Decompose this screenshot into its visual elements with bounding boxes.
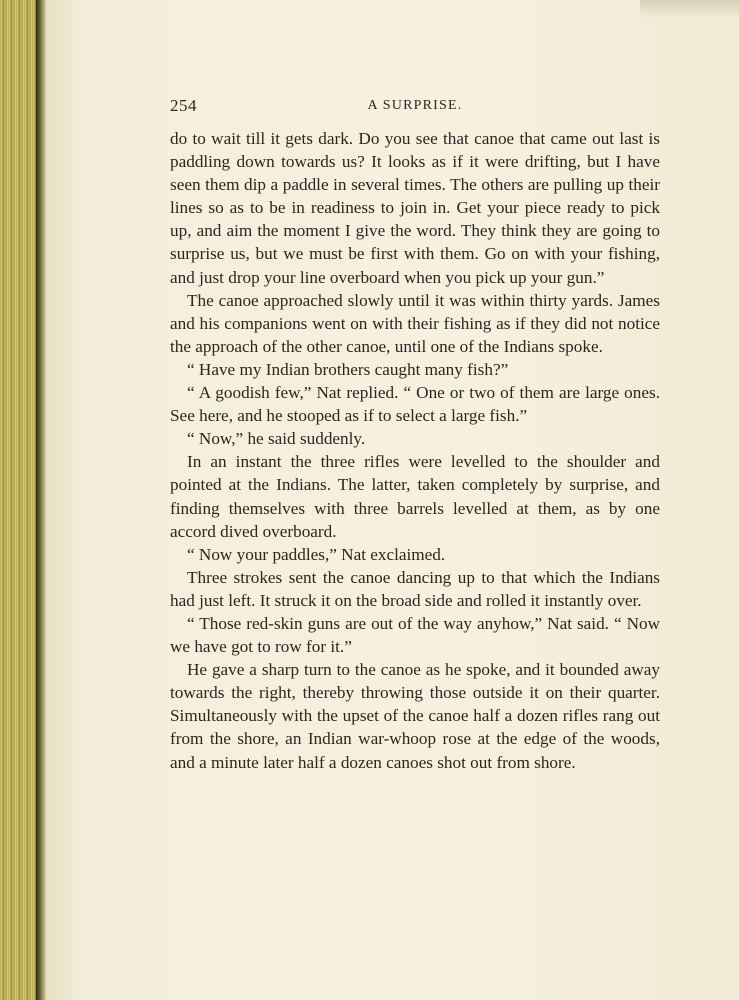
paragraph: “ Now your paddles,” Nat exclaimed. <box>187 544 446 564</box>
page-number: 254 <box>170 96 197 115</box>
gutter-shadow <box>36 0 46 1000</box>
paragraph: In an instant the three rifles were levelled to the shoulder and pointed at the Indians. The latter, taken completely by surprise, and finding themselves with three barrels levelled at them, as by one accord dived overboard. <box>170 452 660 541</box>
body-text <box>170 127 660 774</box>
paragraph: do to wait till it gets dark. Do you see that canoe that came out last is paddling down towards us? It looks as if it were drifting, but I have seen them dip a paddle in several times. The others are pulling up their lines so as to be in readiness to join in. Get your piece ready to pick up, and aim the moment I give the word. They think they are going to surprise us, but we must be first with them. Go on with your fishing, and just drop your line overboard when you pick up your gun.” <box>170 129 660 287</box>
paragraph: “ A goodish few,” Nat replied. “ One or two of them are large ones. See here, and he stooped as if to select a large fish.” <box>170 383 660 426</box>
paragraph: The canoe approached slowly until it was within thirty yards. James and his companions went on with their fishing as if they did not notice the approach of the other canoe, until one of the Indians spoke. <box>170 290 660 356</box>
book-spine <box>0 0 40 1000</box>
paragraph: “ Now,” he said suddenly. <box>187 429 366 449</box>
paragraph: “ Those red-skin guns are out of the way anyhow,” Nat said. “ Now we have got to row for it.” <box>170 613 660 657</box>
paragraph: He gave a sharp turn to the canoe as he spoke, and it bounded away towards the right, thereby throwing those outside it on their quarter. Simultaneously with the upset of the canoe half a dozen rifles rang out from the shore, an Indian war-whoop rose at the edge of the woods, and a minute later half a dozen canoes shot out from shore. <box>170 660 660 772</box>
page-top-shade <box>640 0 739 18</box>
paragraph: Three strokes sent the canoe dancing up to that which the Indians had just left. It struck it on the broad side and rolled it instantly over. <box>170 567 660 610</box>
paragraph: “ Have my Indian brothers caught many fish?” <box>187 359 509 379</box>
running-head: A SURPRISE. <box>367 98 463 113</box>
page-header <box>170 96 660 120</box>
